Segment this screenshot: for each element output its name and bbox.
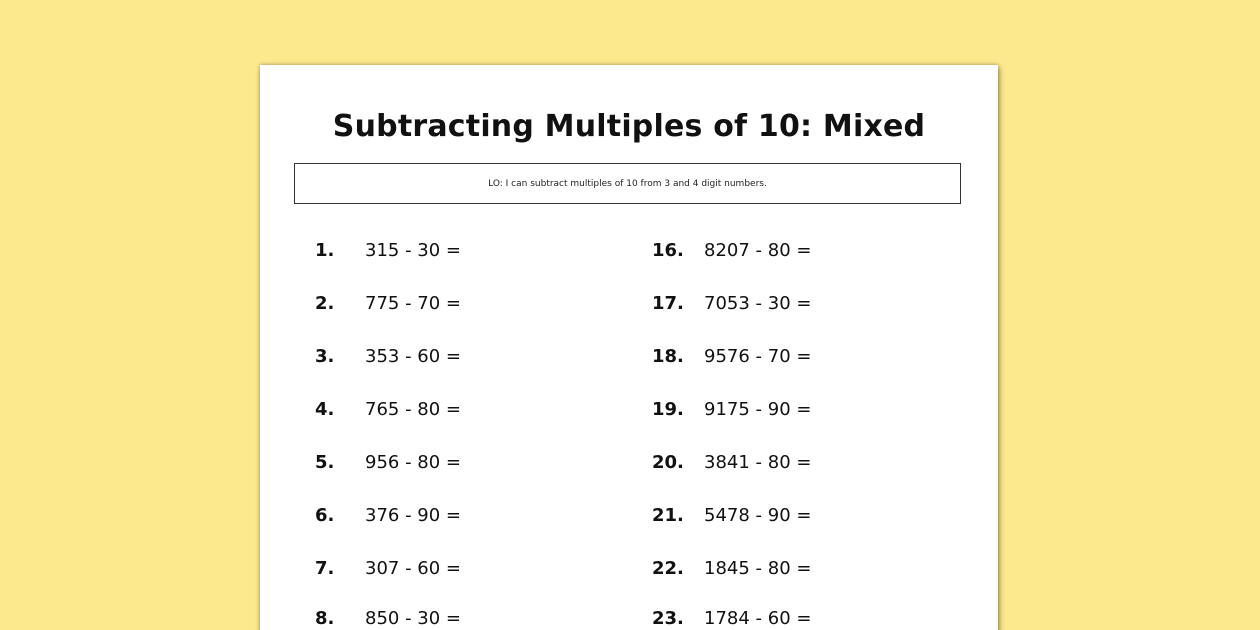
question-expression: 9175 - 90 = [704, 398, 812, 420]
question-number: 8. [315, 607, 335, 629]
question-expression: 3841 - 80 = [704, 451, 812, 473]
question-row [652, 235, 811, 265]
question-expression: 956 - 80 = [365, 451, 462, 473]
question-number: 5. [315, 451, 335, 473]
question-number: 22. [652, 557, 684, 579]
question-expression: 376 - 90 = [365, 504, 462, 526]
question-row [652, 288, 811, 318]
question-number: 2. [315, 292, 335, 314]
learning-objective-text: LO: I can subtract multiples of 10 from 3 and 4 digit numbers. [488, 178, 767, 189]
question-expression: 5478 - 90 = [704, 504, 812, 526]
question-number: 4. [315, 398, 335, 420]
question-expression: 315 - 30 = [365, 239, 462, 261]
worksheet-title: Subtracting Multiples of 10: Mixed [332, 109, 926, 144]
question-row [315, 603, 461, 630]
question-number: 23. [652, 607, 684, 629]
question-row [315, 341, 461, 371]
question-row [315, 500, 461, 530]
question-expression: 8207 - 80 = [704, 239, 812, 261]
question-number: 6. [315, 504, 335, 526]
question-row [315, 288, 461, 318]
question-expression: 1845 - 80 = [704, 557, 812, 579]
question-row [652, 553, 811, 583]
question-row [652, 341, 811, 371]
question-number: 7. [315, 557, 335, 579]
question-number: 1. [315, 239, 335, 261]
question-row [652, 394, 811, 424]
question-number: 17. [652, 292, 684, 314]
question-row [652, 603, 811, 630]
question-expression: 850 - 30 = [365, 607, 462, 629]
question-number: 21. [652, 504, 684, 526]
question-number: 16. [652, 239, 684, 261]
question-row [652, 500, 811, 530]
question-expression: 307 - 60 = [365, 557, 462, 579]
question-number: 20. [652, 451, 684, 473]
question-row [315, 235, 461, 265]
worksheet-page [260, 65, 998, 630]
question-expression: 9576 - 70 = [704, 345, 812, 367]
question-row [652, 447, 811, 477]
question-row [315, 553, 461, 583]
question-row [315, 447, 461, 477]
question-expression: 353 - 60 = [365, 345, 462, 367]
question-number: 3. [315, 345, 335, 367]
question-expression: 765 - 80 = [365, 398, 462, 420]
question-row [315, 394, 461, 424]
question-expression: 1784 - 60 = [704, 607, 812, 629]
learning-objective-box [294, 163, 961, 204]
question-expression: 775 - 70 = [365, 292, 462, 314]
question-number: 18. [652, 345, 684, 367]
question-expression: 7053 - 30 = [704, 292, 812, 314]
question-number: 19. [652, 398, 684, 420]
